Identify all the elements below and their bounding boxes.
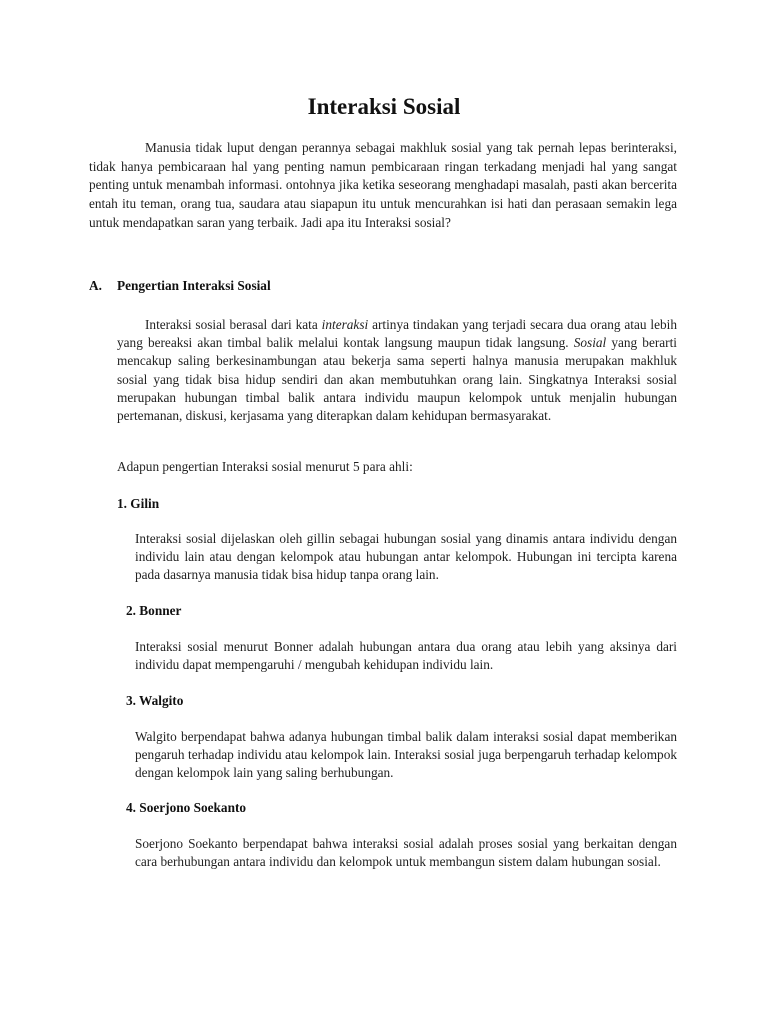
definition-italic-interaksi: interaksi — [321, 317, 369, 332]
section-letter: A. — [89, 278, 102, 293]
definition-text-1: Interaksi sosial berasal dari kata — [145, 317, 322, 332]
expert-text-bonner: Interaksi sosial menurut Bonner adalah hubungan antara dua orang atau lebih yang aksinya dari individu dapat mempengaruhi / mengubah kehidupan individu lain. — [135, 639, 677, 673]
page-title: Interaksi Sosial — [307, 94, 461, 119]
definition-text-3: yang berarti mencakup saling berkesinambungan atau bekerja sama seperti halnya manusia merupakan makhluk sosial yang tidak bisa hidup sendiri dan akan membutuhkan orang lain. Singkatnya Interaksi sosial merupakan hubungan timbal balik antara individu maupun kelompok untuk menjalin hubungan pertemanan, diskusi, kerjasama yang diterapkan dalam kehidupan bermasyarakat. — [117, 335, 677, 424]
expert-heading-soekanto: 4. Soerjono Soekanto — [126, 800, 247, 815]
experts-intro: Adapun pengertian Interaksi sosial menurut 5 para ahli: — [117, 459, 413, 474]
expert-text-soekanto: Soerjono Soekanto berpendapat bahwa interaksi sosial adalah proses sosial yang berkaitan dengan cara berhubungan antara individu dan kelompok untuk membangun sistem dalam hubungan sosial. — [135, 836, 677, 870]
section-title: Pengertian Interaksi Sosial — [117, 278, 271, 293]
expert-text-walgito: Walgito berpendapat bahwa adanya hubungan timbal balik dalam interaksi sosial dapat memberikan pengaruh terhadap individu atau kelompok lain. Interaksi sosial juga berpengaruh terhadap kelompok dengan kelompok lain yang saling berhubungan. — [135, 729, 677, 781]
definition-text-2: artinya tindakan yang terjadi secara dua orang atau lebih yang bereaksi akan timbal balik melalui kontak langsung maupun tidak langsung. — [117, 317, 677, 351]
expert-heading-gilin: 1. Gilin — [117, 496, 160, 511]
section-a-heading — [89, 278, 271, 294]
expert-text-gilin: Interaksi sosial dijelaskan oleh gillin sebagai hubungan sosial yang dinamis antara individu dengan individu lain atau dengan kelompok atau hubungan antar kelompok. Hubungan ini tercipta karena pada dasarnya manusia tidak bisa hidup tanpa orang lain. — [135, 531, 677, 583]
intro-paragraph: Manusia tidak luput dengan perannya sebagai makhluk sosial yang tak pernah lepas berinteraksi, tidak hanya pembicaraan hal yang penting namun pembicaraan ringan terkadang menjadi hal yang sangat penting untuk menambah informasi. ontohnya jika ketika seseorang menghadapi masalah, pasti akan bercerita entah itu teman, orang tua, saudara atau siapapun itu untuk mencurahkan isi hati dan perasaan semakin lega untuk mendapatkan saran yang terbaik. Jadi apa itu Interaksi sosial? — [89, 140, 677, 230]
definition-paragraph — [117, 316, 677, 425]
definition-italic-sosial: Sosial — [573, 335, 607, 351]
expert-heading-bonner: 2. Bonner — [126, 603, 182, 618]
expert-heading-walgito: 3. Walgito — [126, 693, 184, 708]
